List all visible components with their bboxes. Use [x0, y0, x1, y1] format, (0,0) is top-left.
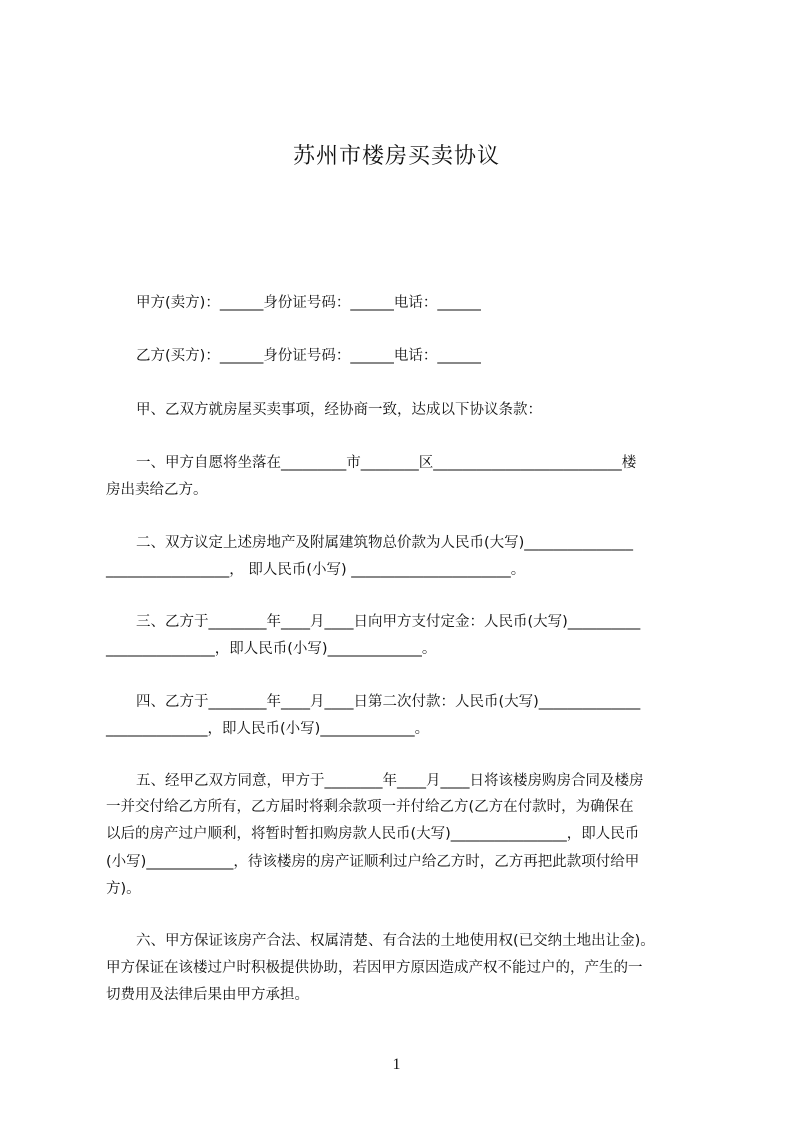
party-b-line: 乙方(买方)：______身份证号码：______电话：______ — [136, 348, 481, 364]
clause4-line-2: ______________，即人民币(小写)_____________。 — [106, 721, 430, 737]
party-a-line: 甲方(卖方)：______身份证号码：______电话：______ — [136, 295, 481, 311]
page-number: 1 — [392, 1056, 401, 1073]
clause1-line-1: 一、甲方自愿将坐落在_________市________区__________________________楼 — [136, 455, 637, 471]
clause4-line-1: 四、乙方于________年____月____日第二次付款：人民币(大写)______________ — [136, 694, 641, 710]
clause5-line-3: 以后的房产过户顺利，将暂时暂扣购房款人民币(大写)________________，即人民币 — [106, 826, 640, 842]
clause5-line-4: (小写)____________，待该楼房的房产证顺利过户给乙方时，乙方再把此款项付给甲 — [106, 854, 640, 870]
clause6-line-1: 六、甲方保证该房产合法、权属清楚、有合法的土地使用权(已交纳土地出让金)。 — [136, 933, 655, 949]
clause1-line-2: 房出卖给乙方。 — [106, 482, 208, 498]
clause3-line-2: _______________，即人民币(小写)_____________。 — [106, 641, 437, 657]
clause6-line-3: 切费用及法律后果由甲方承担。 — [106, 987, 309, 1003]
clause2-line-2: _________________， 即人民币(小写) ______________________。 — [106, 562, 526, 578]
clause5-line-5: 方)。 — [106, 881, 141, 897]
clause5-line-1: 五、经甲乙双方同意，甲方于________年____月____日将该楼房购房合同及楼房 — [136, 773, 644, 789]
clause3-line-1: 三、乙方于________年____月____日向甲方支付定金：人民币(大写)__________ — [136, 614, 641, 630]
preamble-line: 甲、乙双方就房屋买卖事项，经协商一致，达成以下协议条款： — [136, 402, 542, 418]
clause5-line-2: 一并交付给乙方所有，乙方届时将剩余款项一并付给乙方(乙方在付款时，为确保在 — [106, 799, 634, 815]
clause6-line-2: 甲方保证在该楼过户时积极提供协助，若因甲方原因造成产权不能过户的，产生的一 — [106, 960, 643, 976]
clause2-line-1: 二、双方议定上述房地产及附属建筑物总价款为人民币(大写)_______________ — [136, 535, 634, 551]
document-title: 苏州市楼房买卖协议 — [292, 144, 500, 169]
